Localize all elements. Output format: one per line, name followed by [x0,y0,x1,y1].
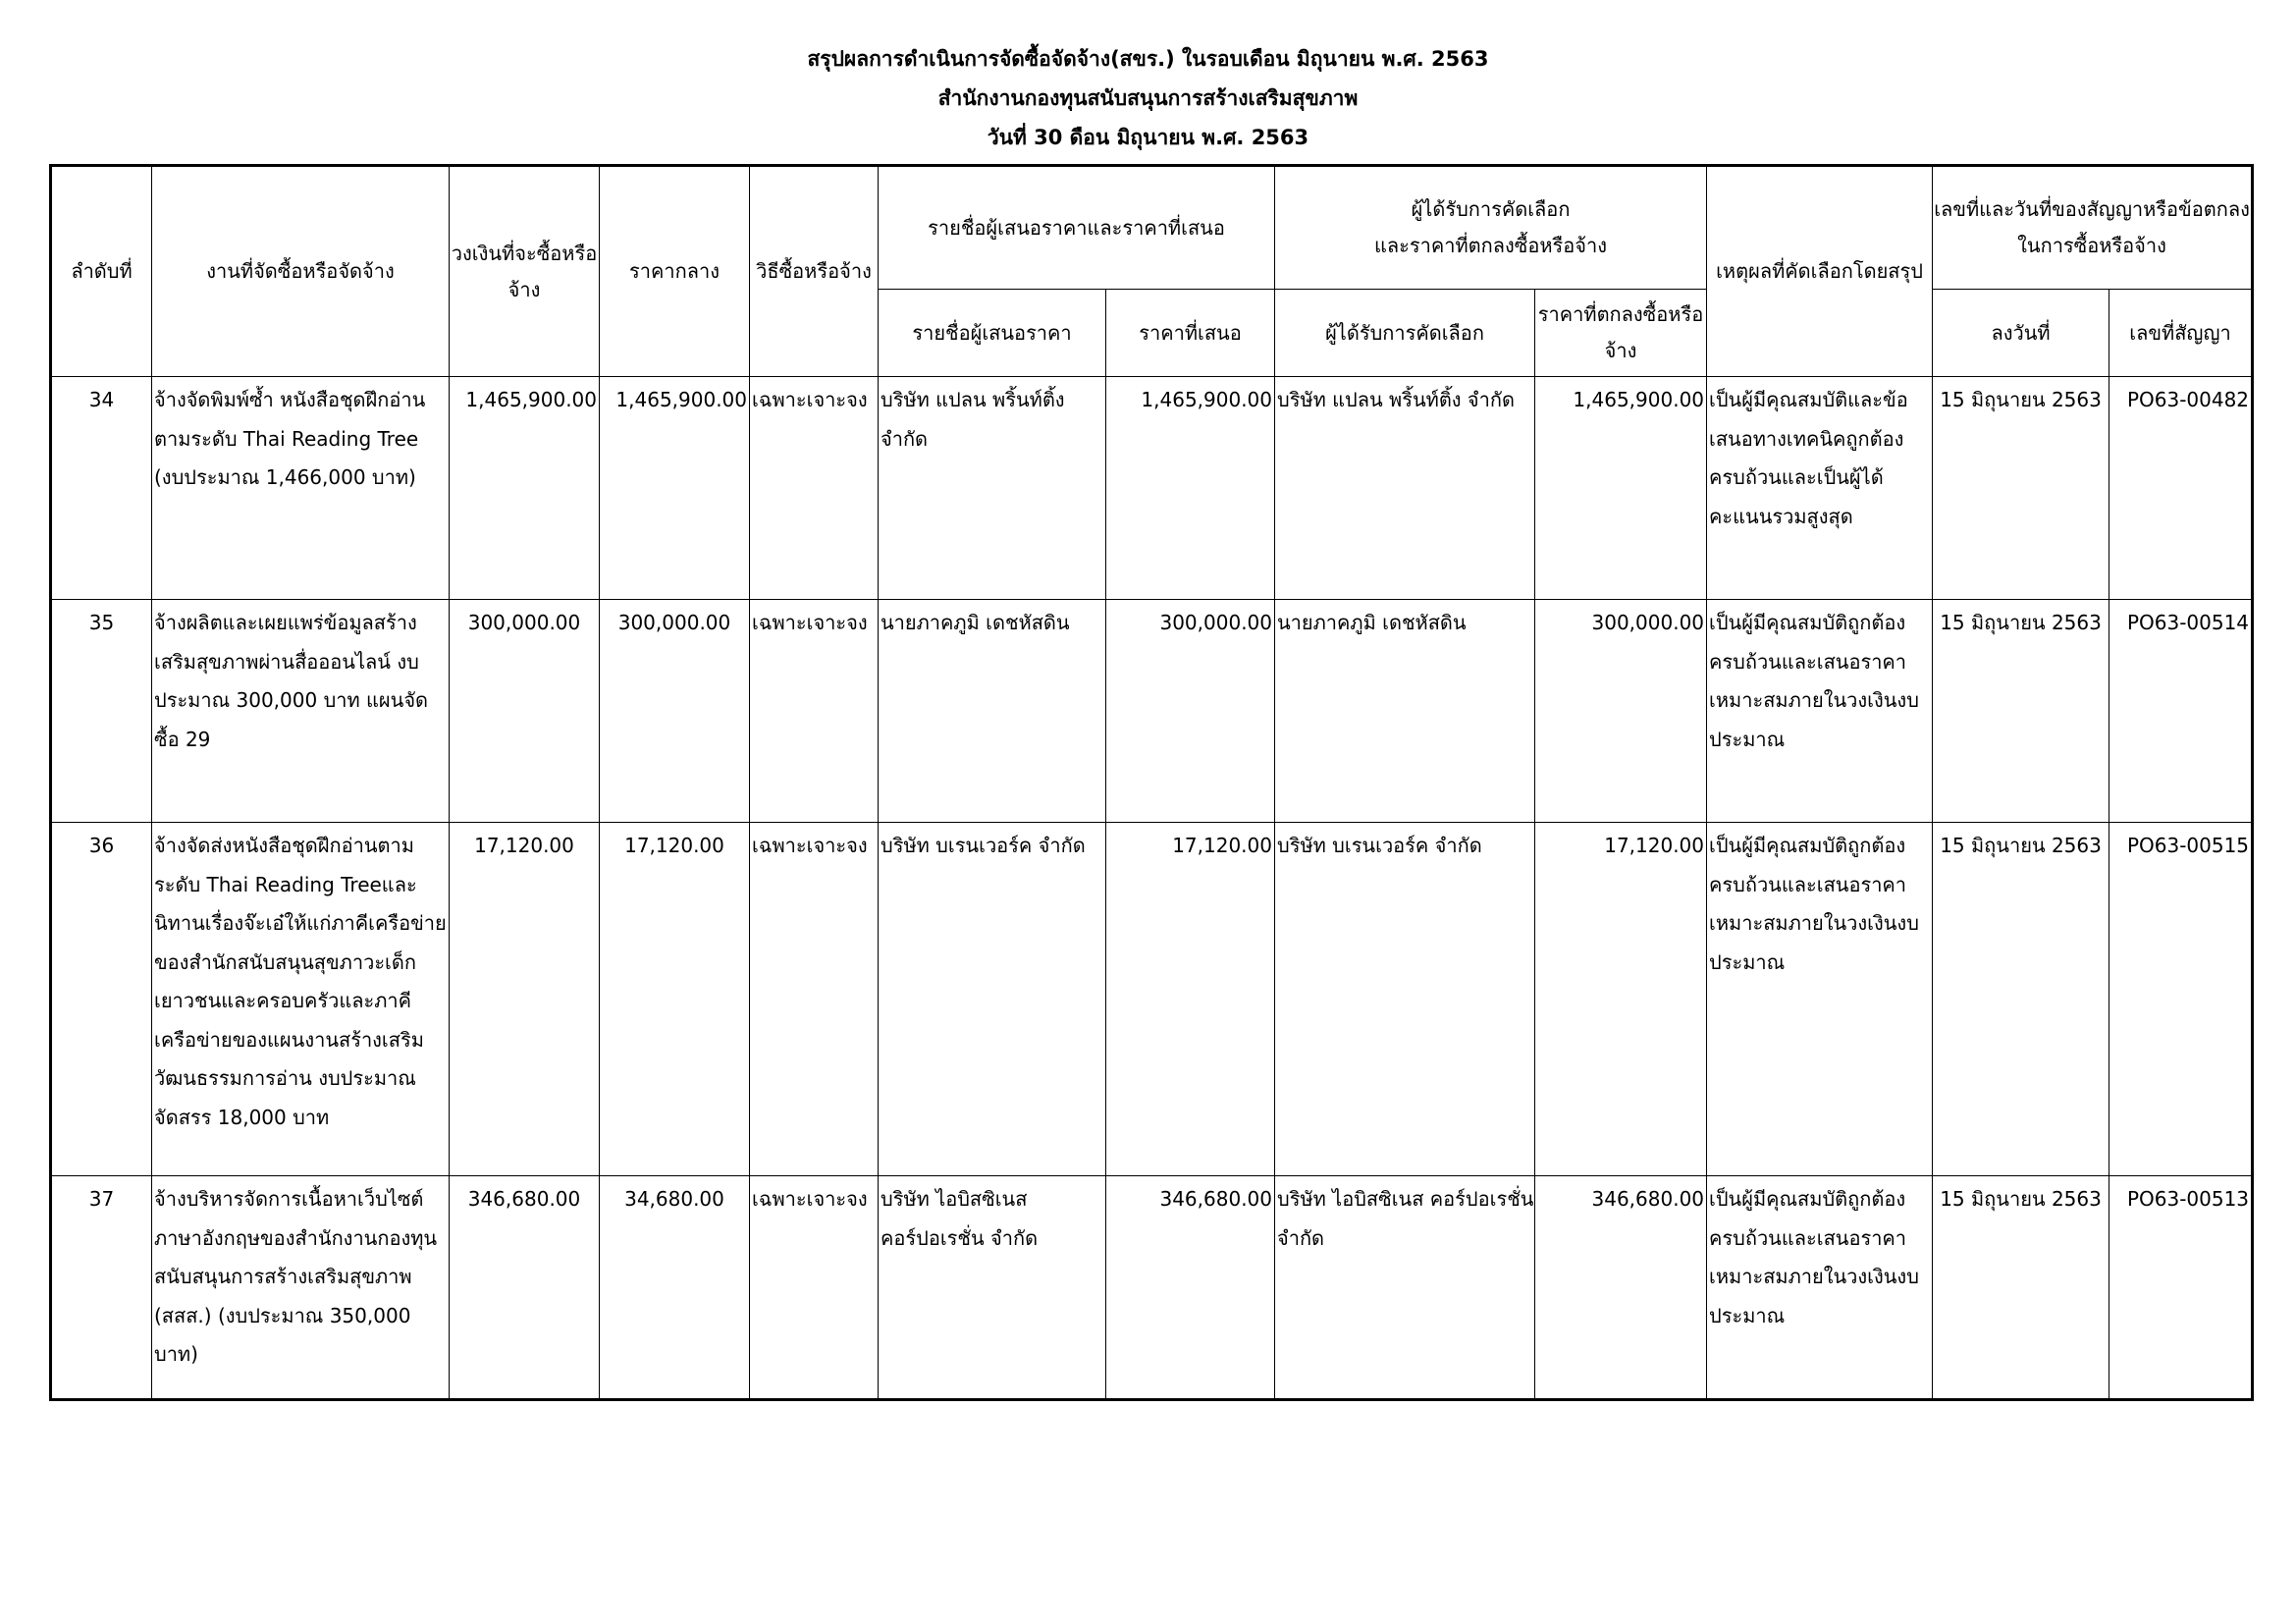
header-bidder-name: รายชื่อผู้เสนอราคา [879,290,1106,377]
title-line-1: สรุปผลการดำเนินการจัดซื้อจัดจ้าง(สขร.) ในรอบเดือน มิถุนายน พ.ศ. 2563 [807,47,1489,71]
cell-reason: เป็นผู้มีคุณสมบัติและข้อเสนอทางเทคนิคถูกต้องครบถ้วนและเป็นผู้ได้คะแนนรวมสูงสุด [1707,377,1933,600]
header-budget: วงเงินที่จะซื้อหรือจ้าง [450,166,600,377]
cell-bidder-name: บริษัท แปลน พริ้นท์ติ้ง จำกัด [879,377,1106,600]
cell-no: 36 [51,823,152,1176]
cell-bid-price: 346,680.00 [1106,1176,1275,1400]
cell-contract-no: PO63-00482 [2109,377,2253,600]
cell-contract-no: PO63-00515 [2109,823,2253,1176]
header-bid-price: ราคาที่เสนอ [1106,290,1275,377]
header-method: วิธีซื้อหรือจ้าง [750,166,879,377]
title-line-3: วันที่ 30 ดือน มิถุนายน พ.ศ. 2563 [987,126,1309,149]
header-selected-group-line1: ผู้ได้รับการคัดเลือก [1411,197,1571,221]
cell-sign-date: 15 มิถุนายน 2563 [1933,600,2109,823]
cell-budget: 17,120.00 [450,823,600,1176]
cell-contract-no: PO63-00514 [2109,600,2253,823]
cell-median-price: 300,000.00 [600,600,750,823]
cell-work: จ้างผลิตและเผยแพร่ข้อมูลสร้างเสริมสุขภาพผ่านสื่อออนไลน์ งบประมาณ 300,000 บาท แผนจัดซื้อ 29 [152,600,450,823]
cell-budget: 346,680.00 [450,1176,600,1400]
cell-bid-price: 300,000.00 [1106,600,1275,823]
cell-reason: เป็นผู้มีคุณสมบัติถูกต้องครบถ้วนและเสนอราคาเหมาะสมภายในวงเงินงบประมาณ [1707,600,1933,823]
cell-sign-date: 15 มิถุนายน 2563 [1933,823,2109,1176]
cell-sign-date: 15 มิถุนายน 2563 [1933,1176,2109,1400]
cell-budget: 1,465,900.00 [450,377,600,600]
table-row [51,823,2253,1176]
cell-selected-name: บริษัท บเรนเวอร์ค จำกัด [1275,823,1535,1176]
cell-agreed-price: 300,000.00 [1535,600,1707,823]
header-reason: เหตุผลที่คัดเลือกโดยสรุป [1707,166,1933,377]
cell-agreed-price: 346,680.00 [1535,1176,1707,1400]
cell-method: เฉพาะเจาะจง [750,600,879,823]
header-selected-group-line2: และราคาที่ตกลงซื้อหรือจ้าง [1374,234,1608,257]
header-selected-name: ผู้ได้รับการคัดเลือก [1275,290,1535,377]
cell-selected-name: บริษัท ไอบิสซิเนส คอร์ปอเรชั่น จำกัด [1275,1176,1535,1400]
procurement-table [49,164,2254,1401]
table-row [51,600,2253,823]
cell-contract-no: PO63-00513 [2109,1176,2253,1400]
document-header [0,39,2296,157]
cell-reason: เป็นผู้มีคุณสมบัติถูกต้องครบถ้วนและเสนอราคาเหมาะสมภายในวงเงินงบประมาณ [1707,823,1933,1176]
cell-selected-name: นายภาคภูมิ เดชหัสดิน [1275,600,1535,823]
cell-reason: เป็นผู้มีคุณสมบัติถูกต้องครบถ้วนและเสนอราคาเหมาะสมภายในวงเงินงบประมาณ [1707,1176,1933,1400]
cell-agreed-price: 1,465,900.00 [1535,377,1707,600]
cell-no: 34 [51,377,152,600]
cell-method: เฉพาะเจาะจง [750,823,879,1176]
header-contract-group: เลขที่และวันที่ของสัญญาหรือข้อตกลงในการซื้อหรือจ้าง [1933,166,2253,290]
cell-sign-date: 15 มิถุนายน 2563 [1933,377,2109,600]
cell-bid-price: 17,120.00 [1106,823,1275,1176]
title-line-2: สำนักงานกองทุนสนับสนุนการสร้างเสริมสุขภาพ [937,86,1359,110]
cell-work: จ้างบริหารจัดการเนื้อหาเว็บไซต์ภาษาอังกฤษของสำนักงานกองทุนสนับสนุนการสร้างเสริมสุขภาพ (สสส.) (งบประมาณ 350,000 บาท) [152,1176,450,1400]
table-row [51,377,2253,600]
cell-no: 37 [51,1176,152,1400]
cell-work: จ้างจัดส่งหนังสือชุดฝึกอ่านตามระดับ Thai Reading Treeและนิทานเรื่องจ๊ะเอ๋ให้แก่ภาคีเครือข่ายของสำนักสนับสนุนสุขภาวะเด็กเยาวชนและครอบครัวและภาคีเครือข่ายของแผนงานสร้างเสริมวัฒนธรรมการอ่าน งบประมาณจัดสรร 18,000 บาท [152,823,450,1176]
cell-median-price: 17,120.00 [600,823,750,1176]
cell-median-price: 1,465,900.00 [600,377,750,600]
cell-work: จ้างจัดพิมพ์ซ้ำ หนังสือชุดฝึกอ่านตามระดับ Thai Reading Tree (งบประมาณ 1,466,000 บาท) [152,377,450,600]
cell-agreed-price: 17,120.00 [1535,823,1707,1176]
header-contract-no: เลขที่สัญญา [2109,290,2253,377]
header-bidders-group: รายชื่อผู้เสนอราคาและราคาที่เสนอ [879,166,1275,290]
cell-bidder-name: นายภาคภูมิ เดชหัสดิน [879,600,1106,823]
header-median-price: ราคากลาง [600,166,750,377]
cell-bidder-name: บริษัท บเรนเวอร์ค จำกัด [879,823,1106,1176]
cell-selected-name: บริษัท แปลน พริ้นท์ติ้ง จำกัด [1275,377,1535,600]
table-row [51,1176,2253,1400]
cell-method: เฉพาะเจาะจง [750,1176,879,1400]
header-sign-date: ลงวันที่ [1933,290,2109,377]
cell-bidder-name: บริษัท ไอบิสซิเนส คอร์ปอเรชั่น จำกัด [879,1176,1106,1400]
cell-no: 35 [51,600,152,823]
cell-budget: 300,000.00 [450,600,600,823]
header-no: ลำดับที่ [51,166,152,377]
cell-method: เฉพาะเจาะจง [750,377,879,600]
header-work: งานที่จัดซื้อหรือจัดจ้าง [152,166,450,377]
cell-median-price: 34,680.00 [600,1176,750,1400]
cell-bid-price: 1,465,900.00 [1106,377,1275,600]
header-agreed-price: ราคาที่ตกลงซื้อหรือจ้าง [1535,290,1707,377]
header-selected-group [1275,166,1707,290]
